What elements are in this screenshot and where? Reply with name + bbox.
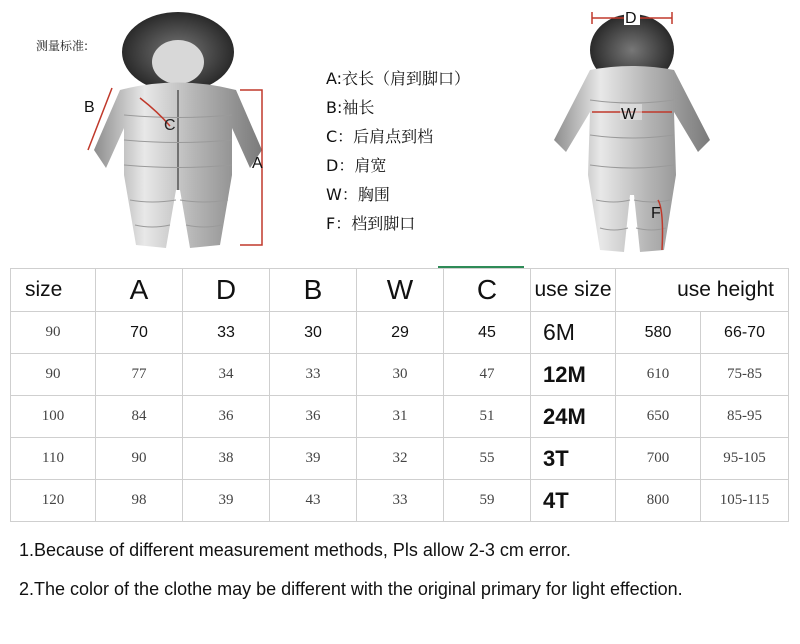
cell-d: 36	[183, 396, 270, 438]
legend-item-f: F：档到脚口	[326, 214, 416, 233]
cell-weight: 650	[616, 396, 701, 438]
measurement-legend	[326, 64, 470, 238]
legend-item-c: C：后肩点到档	[326, 127, 434, 146]
cell-size: 120	[11, 480, 96, 522]
cell-w: 31	[357, 396, 444, 438]
back-suit-shape	[554, 14, 710, 252]
table-row	[11, 438, 789, 480]
cell-w: 29	[357, 312, 444, 354]
cell-use-size: 24M	[531, 396, 616, 438]
cell-weight: 700	[616, 438, 701, 480]
legend-item-d: D：肩宽	[326, 156, 387, 175]
cell-use-size: 12M	[531, 354, 616, 396]
cell-c: 47	[444, 354, 531, 396]
size-chart-table	[10, 268, 789, 522]
back-label-w: W	[621, 106, 637, 123]
cell-d: 38	[183, 438, 270, 480]
back-label-d: D	[625, 10, 637, 27]
cell-use-size: 3T	[531, 438, 616, 480]
cell-d: 33	[183, 312, 270, 354]
measurement-diagram	[0, 0, 800, 262]
cell-w: 30	[357, 354, 444, 396]
cell-c: 59	[444, 480, 531, 522]
cell-use-height: 75-85	[701, 354, 789, 396]
front-label-a: A	[252, 155, 263, 172]
table-row	[11, 480, 789, 522]
legend-item-w: W：胸围	[326, 185, 390, 204]
cell-d: 34	[183, 354, 270, 396]
cell-c: 51	[444, 396, 531, 438]
cell-weight: 580	[616, 312, 701, 354]
cell-use-height: 105-115	[701, 480, 789, 522]
note-measurement-error: 1.Because of different measurement methods, Pls allow 2-3 cm error.	[19, 540, 571, 560]
cell-use-height: 85-95	[701, 396, 789, 438]
cell-use-height: 66-70	[701, 312, 789, 354]
cell-weight: 610	[616, 354, 701, 396]
table-header-row	[11, 269, 789, 312]
cell-size: 90	[11, 354, 96, 396]
cell-b: 43	[270, 480, 357, 522]
header-d: D	[183, 269, 270, 312]
header-size: size	[11, 269, 96, 312]
front-suit-shape	[94, 12, 262, 248]
cell-a: 98	[96, 480, 183, 522]
header-w: W	[357, 269, 444, 312]
cell-b: 36	[270, 396, 357, 438]
cell-size: 90	[11, 312, 96, 354]
cell-a: 90	[96, 438, 183, 480]
cell-use-height: 95-105	[701, 438, 789, 480]
header-use-size: use size	[531, 269, 616, 312]
back-label-f: F	[651, 205, 661, 222]
cell-size: 110	[11, 438, 96, 480]
legend-item-b: B:袖长	[326, 98, 375, 117]
note-color-difference: 2.The color of the clothe may be different with the original primary for light effection.	[19, 579, 683, 599]
cell-w: 32	[357, 438, 444, 480]
cell-w: 33	[357, 480, 444, 522]
front-label-c: C	[164, 117, 176, 134]
cell-a: 84	[96, 396, 183, 438]
front-label-b: B	[84, 99, 95, 116]
header-c: C	[444, 269, 531, 312]
cell-d: 39	[183, 480, 270, 522]
header-use-height: use height	[616, 269, 789, 312]
measurement-standard-title: 测量标准:	[36, 39, 89, 53]
cell-use-size: 6M	[531, 312, 616, 354]
cell-b: 30	[270, 312, 357, 354]
cell-use-size: 4T	[531, 480, 616, 522]
header-b: B	[270, 269, 357, 312]
legend-item-a: A:衣长（肩到脚口）	[326, 69, 471, 88]
cell-c: 55	[444, 438, 531, 480]
table-row	[11, 354, 789, 396]
cell-b: 39	[270, 438, 357, 480]
table-row	[11, 312, 789, 354]
header-a: A	[96, 269, 183, 312]
cell-a: 77	[96, 354, 183, 396]
table-row	[11, 396, 789, 438]
cell-b: 33	[270, 354, 357, 396]
cell-size: 100	[11, 396, 96, 438]
cell-weight: 800	[616, 480, 701, 522]
cell-c: 45	[444, 312, 531, 354]
cell-a: 70	[96, 312, 183, 354]
